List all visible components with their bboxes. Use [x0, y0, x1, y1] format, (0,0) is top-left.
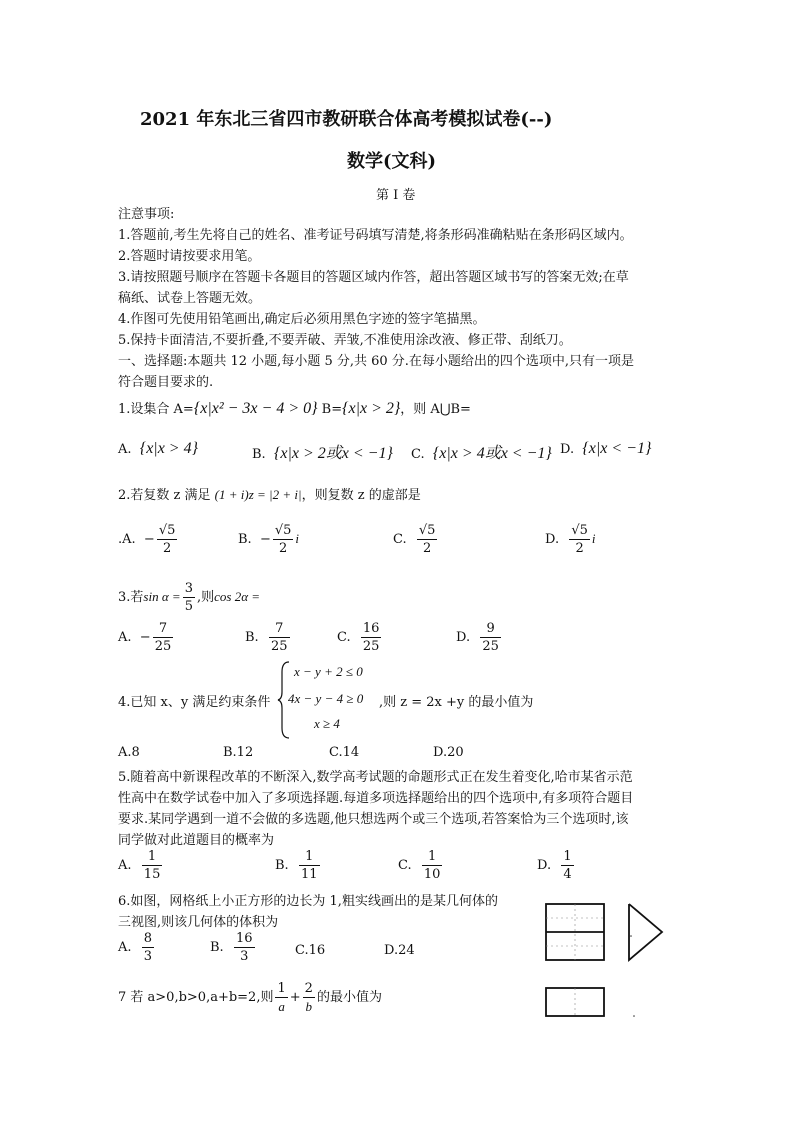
top-view — [546, 988, 604, 1016]
section-intro: 一、选择题:本题共 12 小题,每小题 5 分,共 60 分.在每小题给出的四个选项中,只有一项是 — [118, 354, 635, 369]
question-2-option-b[interactable]: B. − $\frac{√5}{2}$ i — [238, 523, 300, 556]
side-view — [629, 904, 662, 960]
question-4-option-c[interactable]: C.14 — [329, 745, 360, 760]
constraint-3: x ≥ 4 — [314, 716, 340, 731]
question-4-option-b[interactable]: B.12 — [223, 745, 254, 760]
notice-item: 1.答题前,考生先将自己的姓名、准考证号码填写清楚,将条形码准确粘贴在条形码区域内。 — [118, 228, 633, 243]
question-6-option-a[interactable]: A. $\frac{8}{3}$ — [118, 931, 153, 964]
notice-item: 5.保持卡面清洁,不要折叠,不要弄破、弄皱,不准使用涂改液、修正带、刮纸刀。 — [118, 333, 572, 348]
question-3-option-b[interactable]: B. $\frac{7}{25}$ — [245, 621, 288, 654]
question-5-line: 要求.某同学遇到一道不会做的多选题,他只想选两个或三个选项,若答案恰为三个选项时,该 — [118, 812, 629, 827]
question-1-option-c[interactable]: C. {x|x > 4或x < −1} — [411, 445, 552, 462]
question-3-option-a[interactable]: A. − $\frac{7}{25}$ — [118, 621, 172, 654]
question-5-option-c[interactable]: C. $\frac{1}{10}$ — [398, 849, 441, 882]
question-5-line: 5.随着高中新课程改革的不断深入,数学高考试题的命题形式正在发生着变化,哈市某省示范 — [118, 770, 633, 785]
question-6-option-b[interactable]: B. $\frac{16}{3}$ — [210, 931, 253, 964]
question-6-line: 6.如图，网格纸上小正方形的边长为 1,粗实线画出的是某几何体的 — [118, 894, 498, 909]
question-5-option-b[interactable]: B. $\frac{1}{11}$ — [275, 849, 318, 882]
question-6-option-c[interactable]: C.16 — [295, 943, 326, 958]
question-7-stem: 7 若 a>0,b>0,a+b=2,则 $\frac{1}{a}$ + $\frac{2}{b}$ 的最小值为 — [118, 981, 382, 1014]
exam-title: 2021 年东北三省四市教研联合体高考模拟试卷(--) — [140, 109, 553, 130]
question-2-option-a[interactable]: .A. − $\frac{√5}{2}$ — [118, 523, 176, 556]
constraint-2: 4x − y − 4 ≥ 0 — [288, 691, 364, 706]
notice-heading: 注意事项: — [118, 207, 175, 222]
question-2-option-c[interactable]: C. $\frac{√5}{2}$ — [393, 523, 436, 556]
question-6-option-d[interactable]: D.24 — [384, 943, 415, 958]
question-1-option-a[interactable]: A. {x|x > 4} — [118, 440, 198, 457]
question-3-option-d[interactable]: D. $\frac{9}{25}$ — [456, 621, 499, 654]
question-5-line: 性高中在数学试卷中加入了多项选择题.每道多项选择题给出的四个选项中,有多项符合题目 — [118, 791, 634, 806]
question-1-option-d[interactable]: D. {x|x < −1} — [560, 440, 652, 457]
question-3-option-c[interactable]: C. $\frac{16}{25}$ — [337, 621, 380, 654]
notice-item: 稿纸、试卷上答题无效。 — [118, 291, 262, 306]
question-4-option-a[interactable]: A.8 — [118, 745, 140, 760]
volume-label: 第 I 卷 — [376, 188, 416, 203]
question-4-suffix: ,则 z = 2x +y 的最小值为 — [379, 695, 534, 710]
question-1-stem: 1.设集合 A={x|x² − 3x − 4 > 0} B={x|x > 2}，则 A⋃B= — [118, 400, 471, 417]
question-5-option-d[interactable]: D. $\frac{1}{4}$ — [537, 849, 572, 882]
question-5-line: 同学做对此道题目的概率为 — [118, 833, 275, 848]
three-view-figure — [536, 896, 666, 1022]
notice-item: 4.作图可先使用铅笔画出,确定后必须用黑色字迹的签字笔描黑。 — [118, 312, 486, 327]
question-2-stem: 2.若复数 z 满足 (1 + i)z = |2 + i|，则复数 z 的虚部是 — [118, 487, 421, 503]
front-view — [546, 904, 604, 960]
question-5-option-a[interactable]: A. $\frac{1}{15}$ — [118, 849, 161, 882]
question-3-stem: 3.若sin α = $\frac{3}{5}$ ,则cos 2α = — [118, 581, 261, 614]
notice-item: 3.请按照题号顺序在答题卡各题目的答题区域内作答，超出答题区域书写的答案无效;在草 — [118, 270, 629, 285]
question-1-option-b[interactable]: B. {x|x > 2或x < −1} — [252, 445, 393, 462]
question-4-option-d[interactable]: D.20 — [433, 745, 464, 760]
exam-subtitle: 数学(文科) — [347, 151, 437, 172]
question-4-prefix: 4.已知 x、y 满足约束条件 — [118, 695, 271, 710]
notice-item: 2.答题时请按要求用笔。 — [118, 249, 261, 264]
constraint-1: x − y + 2 ≤ 0 — [294, 664, 363, 679]
question-2-option-d[interactable]: D. $\frac{√5}{2}$ i — [545, 523, 596, 556]
question-6-line: 三视图,则该几何体的体积为 — [118, 915, 279, 930]
section-intro: 符合题目要求的. — [118, 375, 214, 390]
